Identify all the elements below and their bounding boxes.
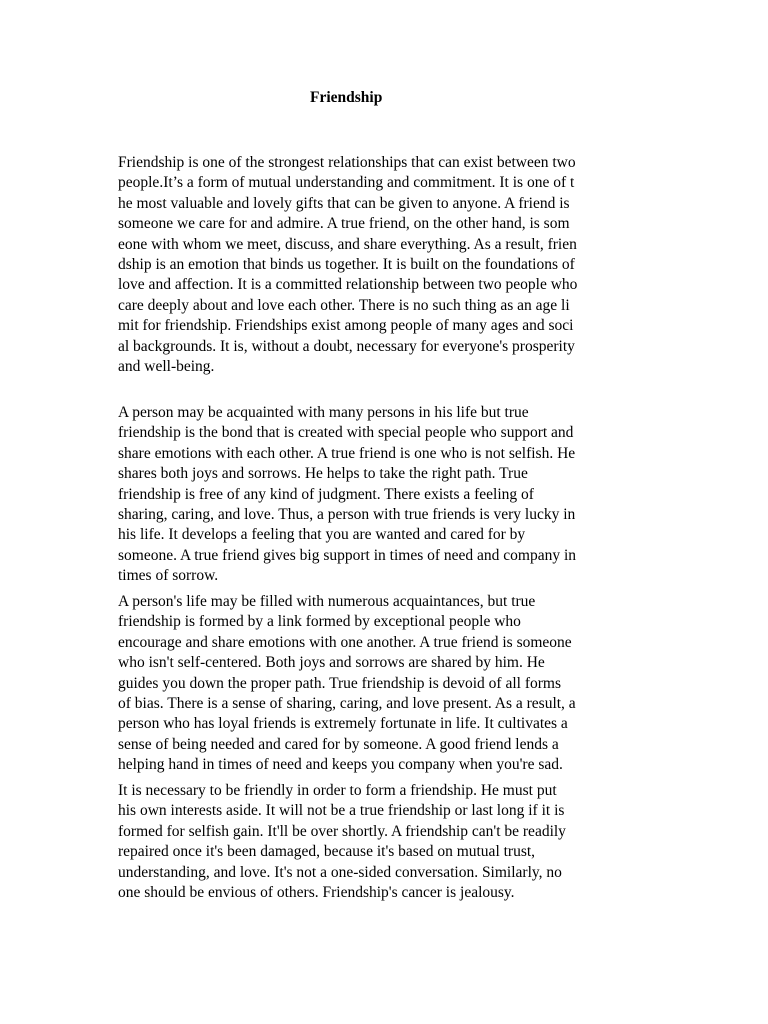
paragraph-line: who isn't self-centered. Both joys and sorrows are shared by him. He [118, 654, 545, 672]
paragraph-line: A person may be acquainted with many persons in his life but true [118, 404, 529, 421]
paragraph-line: formed for selfish gain. It'll be over shortly. A friendship can't be readily [118, 822, 566, 840]
paragraph-line: al backgrounds. It is, without a doubt, necessary for everyone's prosperity [118, 337, 575, 355]
paragraph-line: helping hand in times of need and keeps you company when you're sad. [118, 756, 563, 774]
paragraph-line: mit for friendship. Friendships exist among people of many ages and soci [118, 317, 574, 335]
paragraph-line: A person's life may be filled with numerous acquaintances, but true [118, 593, 536, 610]
paragraph-line: shares both joys and sorrows. He helps to take the right path. True [118, 465, 528, 483]
paragraph-line: person who has loyal friends is extremely fortunate in life. It cultivates a [118, 715, 568, 733]
paragraph-line: share emotions with each other. A true friend is one who is not selfish. He [118, 444, 576, 462]
paragraph-line: It is necessary to be friendly in order to form a friendship. He must put [118, 782, 557, 799]
paragraph-line: encourage and share emotions with one another. A true friend is someone [118, 633, 572, 651]
paragraph-line: love and affection. It is a committed relationship between two people who [118, 276, 578, 294]
paragraph-3 [118, 592, 576, 776]
paragraph-line: of bias. There is a sense of sharing, caring, and love present. As a result, a [118, 695, 576, 713]
paragraph-line: times of sorrow. [118, 567, 219, 585]
paragraph-line: he most valuable and lovely gifts that can be given to anyone. A friend is [118, 194, 570, 212]
paragraph-line: guides you down the proper path. True friendship is devoid of all forms [118, 674, 561, 692]
paragraph-line: care deeply about and love each other. There is no such thing as an age li [118, 296, 570, 314]
paragraph-line: friendship is free of any kind of judgment. There exists a feeling of [118, 485, 534, 503]
paragraph-line: dship is an emotion that binds us together. It is built on the foundations of [118, 256, 575, 274]
paragraph-line: Friendship is one of the strongest relationships that can exist between two [118, 154, 576, 171]
paragraph-line: his own interests aside. It will not be a true friendship or last long if it is [118, 802, 565, 820]
paragraph-4 [118, 781, 566, 903]
paragraph-line: repaired once it's been damaged, because it's based on mutual trust, [118, 843, 536, 861]
paragraph-line: someone we care for and admire. A true friend, on the other hand, is som [118, 215, 570, 233]
paragraph-2 [118, 403, 576, 587]
paragraph-1 [118, 153, 577, 377]
paragraph-line: sharing, caring, and love. Thus, a person with true friends is very lucky in [118, 506, 576, 524]
paragraph-line: sense of being needed and cared for by someone. A good friend lends a [118, 735, 559, 753]
paragraph-line: and well-being. [118, 358, 215, 376]
paragraph-line: friendship is formed by a link formed by exceptional people who [118, 613, 521, 631]
paragraph-line: understanding, and love. It's not a one-sided conversation. Similarly, no [118, 863, 562, 881]
document-title: Friendship [310, 89, 383, 106]
paragraph-line: people.It’s a form of mutual understanding and commitment. It is one of t [118, 174, 575, 192]
paragraph-line: his life. It develops a feeling that you are wanted and cared for by [118, 526, 526, 544]
paragraph-line: eone with whom we meet, discuss, and share everything. As a result, frien [118, 235, 577, 253]
paragraph-line: one should be envious of others. Friendship's cancer is jealousy. [118, 884, 515, 902]
paragraph-line: someone. A true friend gives big support in times of need and company in [118, 546, 577, 564]
paragraph-line: friendship is the bond that is created with special people who support and [118, 424, 574, 442]
